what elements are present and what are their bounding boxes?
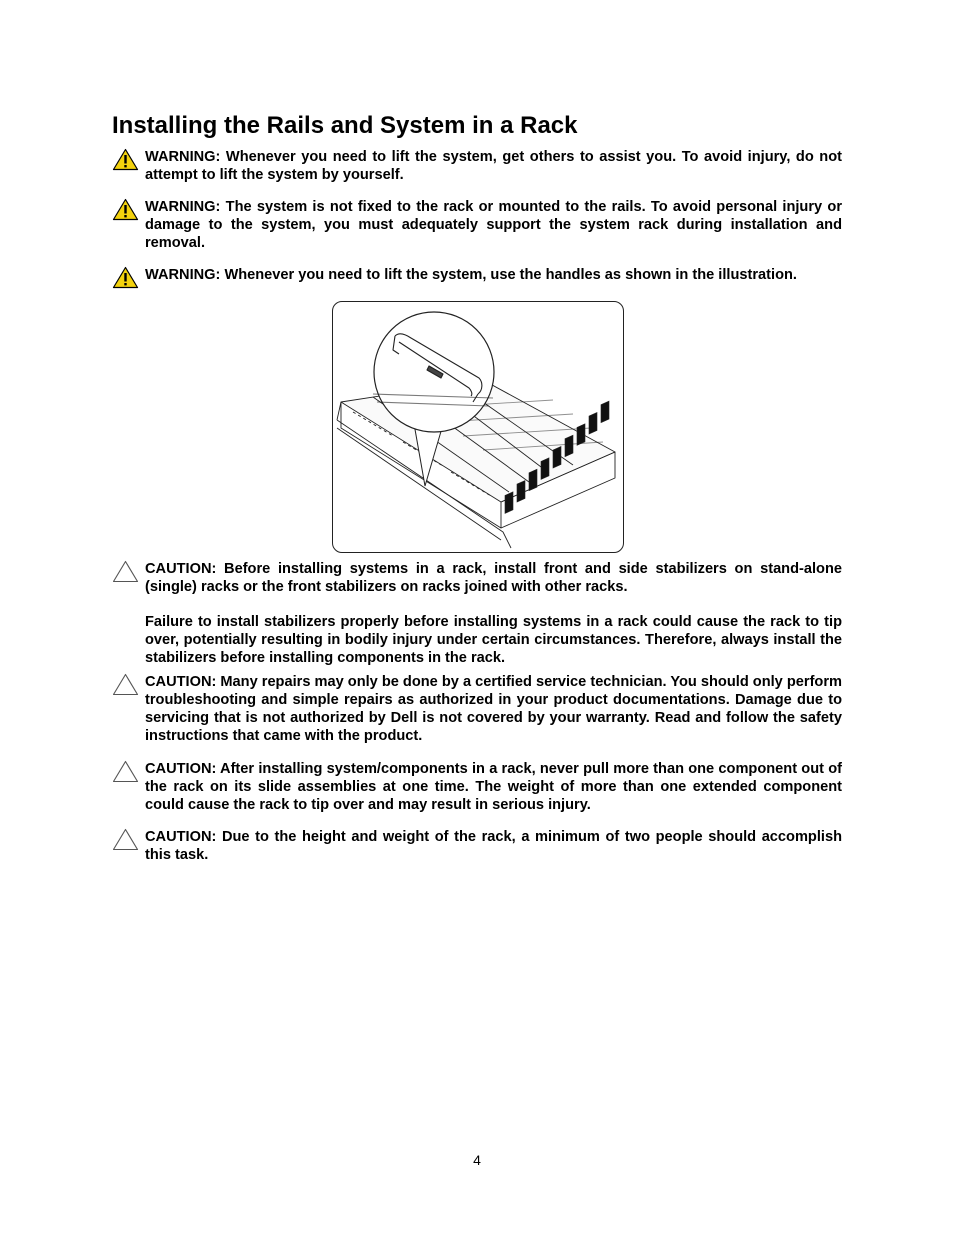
caution-text: CAUTION: Due to the height and weight of the rack, a minimum of two people should accomplish this task. (145, 829, 842, 863)
warning-text: WARNING: The system is not fixed to the rack or mounted to the rails. To avoid personal injury or damage to the system, you must adequately support the system rack during installation and removal. (145, 199, 842, 251)
warning-triangle-icon (112, 266, 145, 288)
page-number: 4 (473, 1152, 481, 1168)
caution-triangle-icon (112, 673, 145, 695)
warning-notice (112, 148, 842, 184)
caution-triangle-icon (112, 828, 145, 850)
server-chassis-drawing (333, 302, 624, 553)
caution-notice (112, 560, 842, 596)
warning-triangle-icon (112, 148, 145, 170)
caution-triangle-icon (112, 760, 145, 782)
caution-text: CAUTION: Before installing systems in a rack, install front and side stabilizers on stand-alone (single) racks or the front stabilizers on racks joined with other racks. (145, 561, 842, 595)
page-title: Installing the Rails and System in a Rack (112, 112, 578, 139)
caution-triangle-icon (112, 560, 145, 582)
caution-text: CAUTION: Many repairs may only be done by a certified service technician. You should only perform troubleshooting and simple repairs as authorized in your product documentations. Damage due to servicing that is not authorized by Dell is not covered by your warranty. Read and follow the safety instructions that came with the product. (145, 674, 842, 744)
warning-text: WARNING: Whenever you need to lift the system, use the handles as shown in the illustration. (145, 267, 797, 283)
caution-notice (112, 673, 842, 745)
caution-notice (112, 828, 842, 864)
warning-text: WARNING: Whenever you need to lift the system, get others to assist you. To avoid injury, do not attempt to lift the system by yourself. (145, 149, 842, 183)
server-handles-illustration (332, 301, 624, 553)
stabilizer-note: Failure to install stabilizers properly before installing systems in a rack could cause the rack to tip over, potentially resulting in bodily injury under certain circumstances. Therefore, always install the stabilizers before installing components in the rack. (145, 614, 842, 666)
warning-notice (112, 266, 842, 288)
warning-notice (112, 198, 842, 252)
caution-notice (112, 760, 842, 814)
caution-text: CAUTION: After installing system/components in a rack, never pull more than one component out of the rack on its slide assemblies at one time. The weight of more than one extended component could cause the rack to tip over and may result in serious injury. (145, 761, 842, 813)
warning-triangle-icon (112, 198, 145, 220)
